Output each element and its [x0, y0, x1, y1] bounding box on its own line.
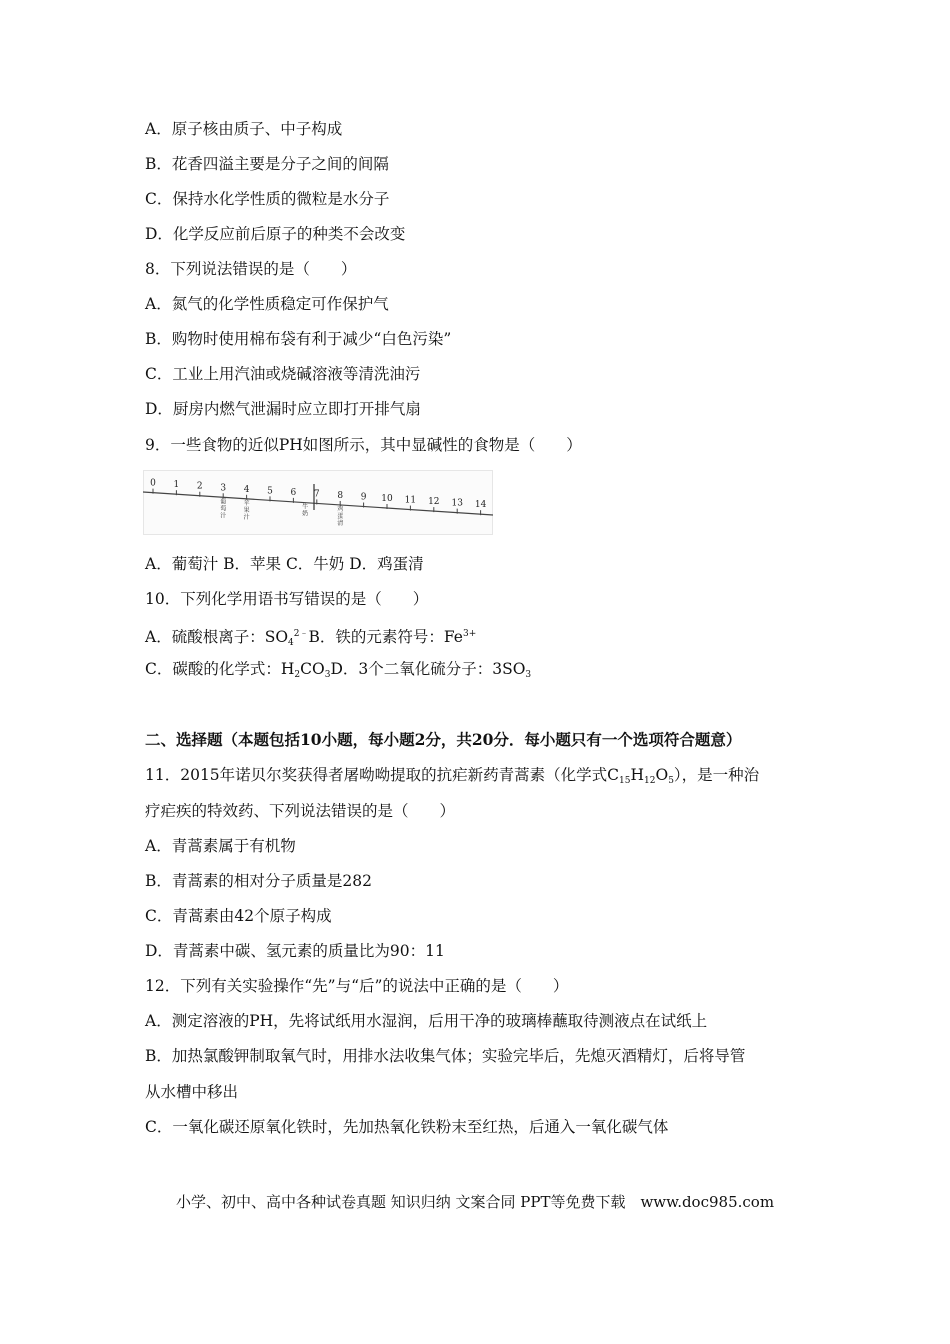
ph-scale-number: 6	[290, 487, 297, 498]
q8-option-d: D．厨房内燃气泄漏时应立即打开排气扇	[145, 400, 421, 418]
q7-option-c: C．保持水化学性质的微粒是水分子	[145, 190, 390, 208]
ph-scale-number: 14	[474, 500, 487, 511]
q11-sub3: 5	[668, 776, 674, 786]
q11-sub1: 15	[619, 776, 631, 786]
q11-sub2: 12	[644, 776, 656, 786]
q9-stem: 9．一些食物的近似PH如图所示，其中显碱性的食物是（ ）	[145, 436, 582, 454]
q10-a-text: A．硫酸根离子：SO	[145, 628, 289, 646]
q10-stem: 10．下列化学用语书写错误的是（ ）	[145, 590, 429, 608]
q11-stem-part2: ），是一种治	[673, 766, 760, 784]
ph-scale-number: 8	[337, 490, 344, 501]
section2-heading: 二、选择题（本题包括10小题，每小题2分，共20分．每小题只有一个选项符合题意）	[145, 730, 742, 749]
ph-food-label: 苹果汁	[243, 499, 250, 521]
q11-option-c: C．青蒿素由42个原子构成	[145, 907, 332, 925]
q11-option-d: D．青蒿素中碳、氢元素的质量比为90：11	[145, 942, 445, 960]
q10-d-sub: 3	[525, 670, 532, 680]
q11-stem-part1: 11．2015年诺贝尔奖获得者屠呦呦提取的抗疟新药青蒿素（化学式C	[145, 766, 620, 784]
q8-option-a: A．氮气的化学性质稳定可作保护气	[145, 295, 389, 313]
q11-mid1: H	[630, 766, 645, 784]
q8-stem: 8．下列说法错误的是（ ）	[145, 260, 357, 278]
q12-option-b-line2: 从水槽中移出	[145, 1083, 239, 1101]
ph-scale-number: 10	[381, 494, 393, 505]
q7-option-b: B．花香四溢主要是分子之间的间隔	[145, 155, 389, 173]
ph-scale-number: 9	[360, 492, 367, 503]
q10-b-sup: 3+	[462, 629, 477, 639]
q11-stem-line2: 疗疟疾的特效药、下列说法错误的是（ ）	[145, 802, 456, 820]
q10-a-sup: 2﹣	[293, 629, 309, 639]
q8-option-b: B．购物时使用棉布袋有利于减少“白色污染”	[145, 330, 452, 348]
q10-b-text: B．铁的元素符号：Fe	[308, 628, 463, 646]
q8-option-c: C．工业上用汽油或烧碱溶液等清洗油污	[145, 365, 421, 383]
q9-options: A．葡萄汁 B．苹果 C．牛奶 D．鸡蛋清	[145, 555, 424, 573]
ph-scale-number: 13	[451, 498, 463, 509]
q11-mid2: O	[655, 766, 669, 784]
ph-scale-number: 2	[196, 481, 203, 492]
q12-option-c: C．一氧化碳还原氧化铁时，先加热氧化铁粉末至红热，后通入一氧化碳气体	[145, 1118, 669, 1136]
q10-c-mid: CO	[300, 660, 325, 678]
ph-scale-number: 7	[313, 489, 320, 500]
ph-scale-figure	[143, 470, 493, 535]
ph-scale-number: 3	[220, 483, 227, 494]
q12-option-b-line1: B．加热氯酸钾制取氧气时，用排水法收集气体；实验完毕后，先熄灭酒精灯，后将导管	[145, 1047, 746, 1065]
q10-c-sub1: 2	[294, 670, 301, 680]
ph-scale-number: 11	[404, 495, 417, 506]
q10-options-ab	[145, 624, 476, 653]
q11-option-a: A．青蒿素属于有机物	[145, 837, 296, 855]
q10-a-sub: 4	[288, 638, 294, 648]
ph-scale-number: 1	[173, 480, 180, 491]
q11-option-b: B．青蒿素的相对分子质量是282	[145, 872, 372, 890]
q12-option-a: A．测定溶液的PH，先将试纸用水湿润，后用干净的玻璃棒蘸取待测液点在试纸上	[145, 1012, 708, 1030]
ph-scale-number: 5	[267, 486, 273, 497]
ph-food-label: 鸡蛋清	[337, 505, 344, 527]
ph-scale-number: 4	[243, 484, 250, 495]
ph-scale-number: 12	[428, 497, 440, 508]
q10-options-cd	[145, 659, 531, 685]
ph-food-label: 牛奶	[302, 503, 309, 518]
page-footer: 小学、初中、高中各种试卷真题 知识归纳 文案合同 PPT等免费下载 www.doc985.com	[175, 1193, 775, 1211]
q10-c-text: C．碳酸的化学式：H	[145, 660, 295, 678]
q7-option-d: D．化学反应前后原子的种类不会改变	[145, 225, 406, 243]
q10-d-text: D．3个二氧化硫分子：3SO	[330, 660, 526, 678]
q7-option-a: A．原子核由质子、中子构成	[145, 120, 343, 138]
q10-c-sub2: 3	[324, 670, 331, 680]
ph-food-label: 葡萄汁	[220, 498, 227, 520]
q11-stem-line1	[145, 765, 759, 791]
ph-scale-number: 0	[150, 478, 156, 489]
q12-stem: 12．下列有关实验操作“先”与“后”的说法中正确的是（ ）	[145, 977, 569, 995]
